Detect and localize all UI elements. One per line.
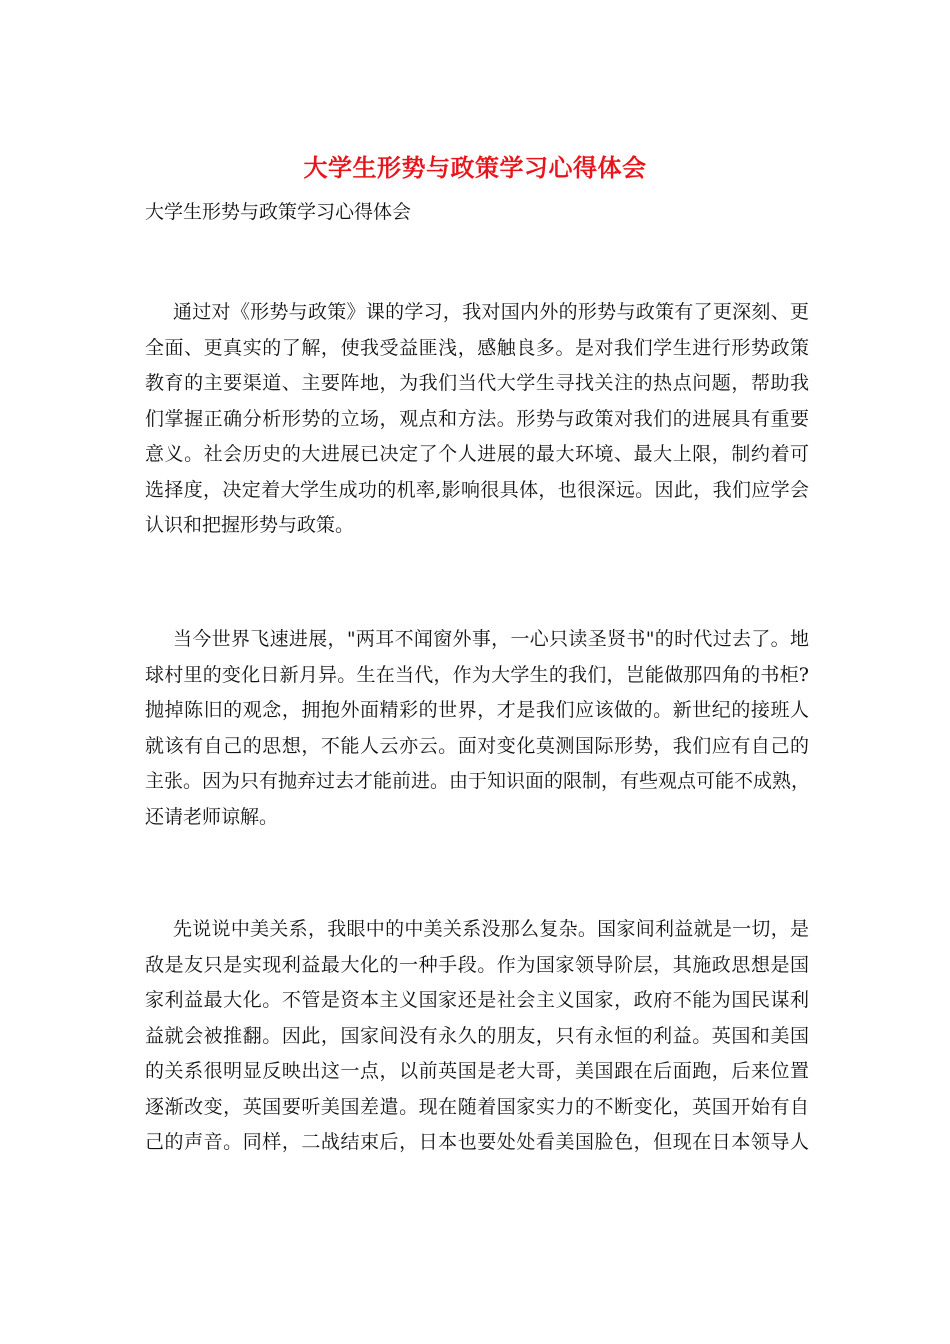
paragraph-line: 先说说中美关系，我眼中的中美关系没那么复杂。国家间利益就是一切，是 bbox=[173, 918, 809, 940]
paragraph-line: 就该有自己的思想，不能人云亦云。面对变化莫测国际形势，我们应有自己的 bbox=[145, 734, 809, 757]
paragraph-3 bbox=[145, 912, 809, 1161]
paragraph-line: 己的声音。同样，二战结束后，日本也要处处看美国脸色，但现在日本领导人 bbox=[145, 1131, 809, 1153]
paragraph-line: 全面、更真实的了解，使我受益匪浅，感触良多。是对我们学生进行形势政策 bbox=[145, 336, 809, 359]
paragraph-line: 们掌握正确分析形势的立场，观点和方法。形势与政策对我们的进展具有重要 bbox=[145, 407, 809, 430]
document-subtitle: 大学生形势与政策学习心得体会 bbox=[145, 201, 412, 223]
paragraph-line: 还请老师谅解。 bbox=[145, 805, 279, 828]
paragraph-line: 选择度，决定着大学生成功的机率,影响很具体，也很深远。因此，我们应学会 bbox=[145, 478, 809, 501]
paragraph-line: 通过对《形势与政策》课的学习，我对国内外的形势与政策有了更深刻、更 bbox=[173, 301, 809, 323]
paragraph-line: 的关系很明显反映出这一点，以前英国是老大哥，美国跟在后面跑，后来位置 bbox=[145, 1060, 809, 1082]
paragraph-line: 意义。社会历史的大进展已决定了个人进展的最大环境、最大上限，制约着可 bbox=[145, 443, 809, 465]
paragraph-1 bbox=[145, 295, 809, 544]
paragraph-line: 教育的主要渠道、主要阵地，为我们当代大学生寻找关注的热点问题，帮助我 bbox=[145, 372, 809, 394]
paragraph-line: 益就会被推翻。因此，国家间没有永久的朋友，只有永恒的利益。英国和美国 bbox=[145, 1024, 809, 1047]
paragraph-line: 家利益最大化。不管是资本主义国家还是社会主义国家，政府不能为国民谋利 bbox=[145, 989, 809, 1011]
paragraph-line: 主张。因为只有抛弃过去才能前进。由于知识面的限制，有些观点可能不成熟， bbox=[145, 770, 811, 792]
paragraph-line: 当今世界飞速进展，"两耳不闻窗外事，一心只读圣贤书"的时代过去了。地 bbox=[173, 628, 809, 650]
paragraph-line: 敌是友只是实现利益最大化的一种手段。作为国家领导阶层，其施政思想是国 bbox=[145, 953, 809, 976]
paragraph-line: 抛掉陈旧的观念，拥抱外面精彩的世界，才是我们应该做的。新世纪的接班人 bbox=[145, 699, 809, 721]
paragraph-line: 认识和把握形势与政策。 bbox=[145, 514, 355, 536]
paragraph-line: 逐渐改变，英国要听美国差遣。现在随着国家实力的不断变化，英国开始有自 bbox=[145, 1095, 809, 1118]
paragraph-line: 球村里的变化日新月异。生在当代，作为大学生的我们，岂能做那四角的书柜? bbox=[145, 663, 809, 686]
document-title: 大学生形势与政策学习心得体会 bbox=[303, 153, 647, 182]
paragraph-2 bbox=[145, 622, 809, 835]
